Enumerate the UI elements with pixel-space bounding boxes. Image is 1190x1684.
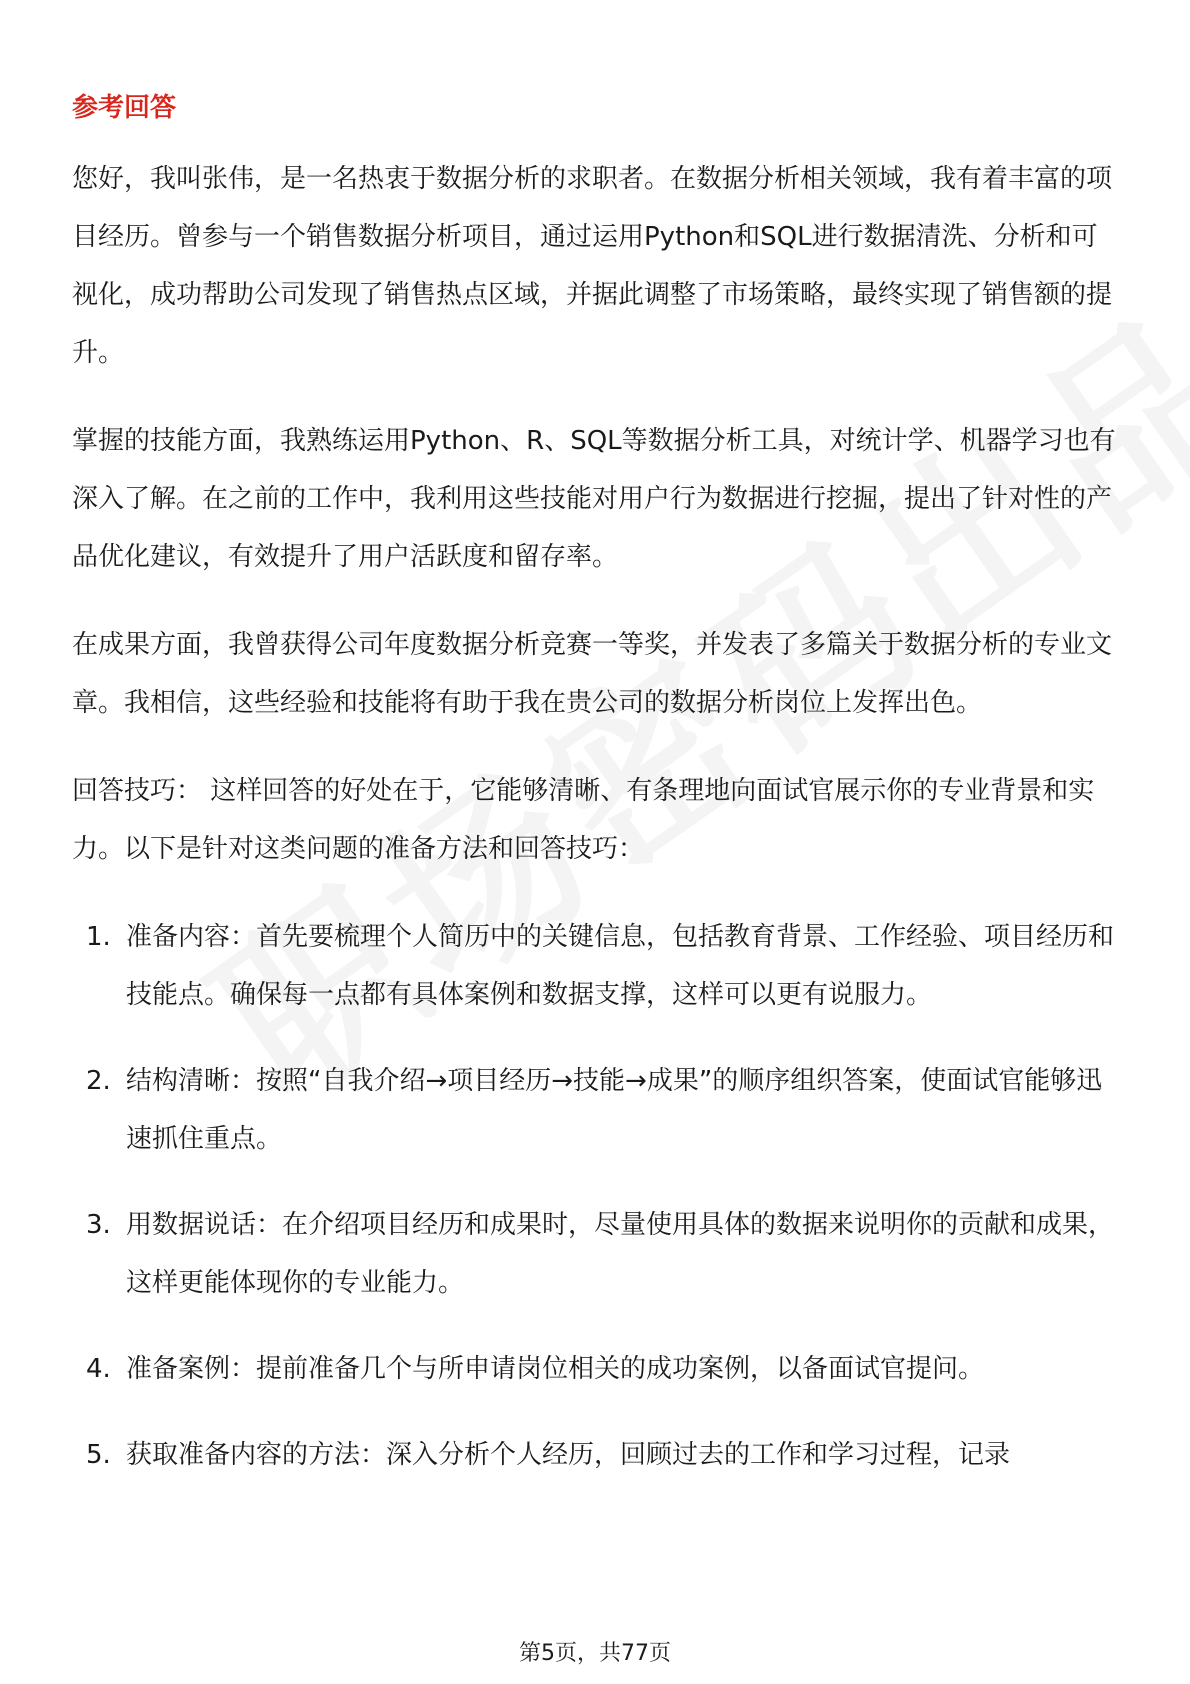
list-item-text: 准备案例：提前准备几个与所申请岗位相关的成功案例，以备面试官提问。 (126, 1354, 985, 1384)
section-title: 参考回答 (72, 93, 177, 123)
list-item (72, 1196, 1122, 1312)
list-item-number: 1. (86, 922, 111, 952)
page-footer: 第5页，共77页 (519, 1641, 671, 1666)
list-item-number: 2. (86, 1066, 111, 1096)
list-item (72, 1052, 1122, 1168)
paragraph-achievements: 在成果方面，我曾获得公司年度数据分析竞赛一等奖，并发表了多篇关于数据分析的专业文章。我相信，这些经验和技能将有助于我在贵公司的数据分析岗位上发挥出色。 (72, 630, 1113, 718)
list-item-number: 5. (86, 1440, 111, 1470)
list-item-number: 4. (86, 1354, 111, 1384)
list-item (72, 908, 1122, 1024)
list-item (72, 1426, 1122, 1484)
tips-list (72, 908, 1122, 1484)
paragraph-skills: 掌握的技能方面，我熟练运用Python、R、SQL等数据分析工具，对统计学、机器学习也有深入了解。在之前的工作中，我利用这些技能对用户行为数据进行挖掘，提出了针对性的产品优化建议，有效提升了用户活跃度和留存率。 (72, 426, 1116, 572)
list-item-text: 结构清晰：按照“自我介绍→项目经历→技能→成果”的顺序组织答案，使面试官能够迅速抓住重点。 (126, 1066, 1103, 1154)
list-item-text: 获取准备内容的方法：深入分析个人经历，回顾过去的工作和学习过程，记录 (126, 1440, 1011, 1470)
paragraph-tips-intro: 回答技巧： 这样回答的好处在于，它能够清晰、有条理地向面试官展示你的专业背景和实力。以下是针对这类问题的准备方法和回答技巧： (72, 776, 1095, 864)
paragraph-intro: 您好，我叫张伟，是一名热衷于数据分析的求职者。在数据分析相关领域，我有着丰富的项目经历。曾参与一个销售数据分析项目，通过运用Python和SQL进行数据清洗、分析和可视化，成功帮助公司发现了销售热点区域，并据此调整了市场策略，最终实现了销售额的提升。 (72, 164, 1113, 368)
list-item (72, 1340, 1122, 1398)
list-item-text: 用数据说话：在介绍项目经历和成果时，尽量使用具体的数据来说明你的贡献和成果，这样更能体现你的专业能力。 (126, 1210, 1115, 1298)
page-content (72, 88, 1122, 1512)
list-item-text: 准备内容：首先要梳理个人简历中的关键信息，包括教育背景、工作经验、项目经历和技能点。确保每一点都有具体案例和数据支撑，这样可以更有说服力。 (126, 922, 1115, 1010)
list-item-number: 3. (86, 1210, 111, 1240)
